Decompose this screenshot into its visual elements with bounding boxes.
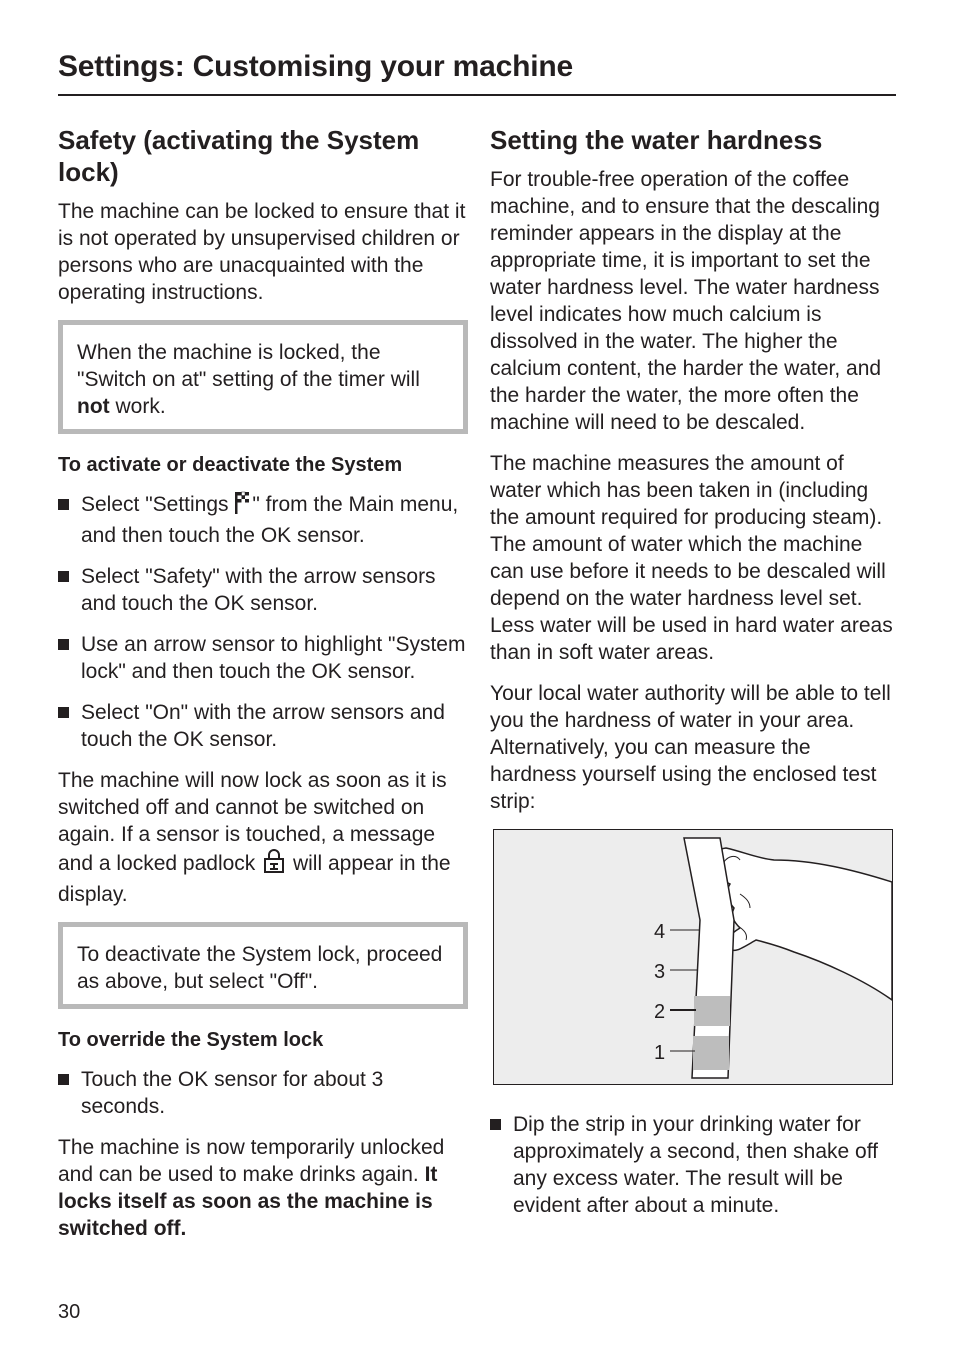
page-number: 30: [58, 1301, 81, 1323]
padlock-icon: [261, 848, 287, 881]
bullet-square-icon: [58, 707, 69, 718]
figure-label-1: 1: [654, 1042, 666, 1064]
bullet-text: Select "Settings: [81, 493, 235, 516]
note-box-timer: [58, 320, 468, 434]
note-bold: not: [77, 395, 110, 418]
intro-paragraph: The machine can be locked to ensure that it is not operated by unsupervised children or persons who are unacquainted with the operating instructions.: [58, 200, 466, 304]
bullet-text-end: " from the Main menu, and then touch the OK sensor.: [81, 493, 459, 547]
subheading-override: To override the System lock: [58, 1029, 324, 1051]
bullet-square-icon: [490, 1119, 501, 1130]
lock-paragraph-text-end: will appear in the display.: [58, 852, 451, 906]
section-heading-safety: Safety (activating the System lock): [58, 125, 420, 187]
bullet-text: Dip the strip in your drinking water for approximately a second, then shake off any excess water. The result will be evident after about a minute.: [513, 1113, 879, 1217]
bullet-text: Use an arrow sensor to highlight "System lock" and then touch the OK sensor.: [81, 633, 466, 683]
paragraph-3: Your local water authority will be able to tell you the hardness of water in your area. Alternatively, you can measure the hardness yourself using the enclosed test strip:: [490, 682, 891, 813]
bullet-square-icon: [58, 499, 69, 510]
bullet-square-icon: [58, 639, 69, 650]
bullet-square-icon: [58, 1074, 69, 1085]
paragraph-2: The machine measures the amount of water which has been taken in (including the amount required for producing steam). The amount of water which the machine can use before it needs to be descaled will depend on the water hardness level set. Less water will be used in hard water areas than in soft water areas.: [490, 452, 893, 664]
list-item: [58, 699, 468, 753]
figure-label-4: 4: [654, 921, 666, 943]
paragraph-1: For trouble-free operation of the coffee machine, and to ensure that the descaling reminder appears in the display at the appropriate time, it is important to set the water hardness level. The water hardness level indicates how much calcium is dissolved in the water. The higher the calcium content, the harder the water, and the harder the water, the more often the machine will need to be descaled.: [490, 168, 882, 434]
list-item: [490, 1111, 900, 1219]
list-item: [58, 631, 468, 685]
list-item: [58, 491, 468, 549]
left-column: [58, 124, 468, 1256]
bullet-square-icon: [58, 571, 69, 582]
figure-label-2: 2: [654, 1001, 666, 1023]
note-text-end: work.: [109, 395, 166, 418]
final-paragraph: [58, 1134, 468, 1242]
lock-paragraph-text: The machine will now lock as soon as it is switched off and cannot be switched on again. If a sensor is touched, a message and a locked padlock: [58, 769, 447, 875]
strip-pad-2: [694, 996, 730, 1026]
hand-shape: [712, 848, 892, 1000]
note-text: When the machine is locked, the "Switch on at" setting of the timer will: [77, 341, 420, 391]
subheading-activate: To activate or deactivate the System: [58, 454, 403, 476]
test-strip-illustration: [493, 829, 893, 1085]
test-strip-drawing: [494, 830, 892, 1084]
page-title: Settings: Customising your machine: [58, 50, 896, 96]
note-box-deactivate: To deactivate the System lock, proceed as above, but select "Off".: [58, 922, 468, 1009]
right-column: [490, 124, 900, 1233]
strip-pad-1: [693, 1036, 729, 1070]
section-heading-water-hardness: Setting the water hardness: [490, 125, 823, 155]
final-paragraph-text: The machine is now temporarily unlocked and can be used to make drinks again.: [58, 1136, 445, 1186]
lock-paragraph: [58, 767, 468, 908]
final-paragraph-bold: It locks itself as soon as the machine is switched off.: [58, 1163, 438, 1240]
settings-flag-icon: [234, 491, 252, 522]
bullet-text: Touch the OK sensor for about 3 seconds.: [81, 1068, 384, 1118]
bullet-text: Select "Safety" with the arrow sensors and touch the OK sensor.: [81, 565, 436, 615]
list-item: [58, 563, 468, 617]
list-item: [58, 1066, 468, 1120]
figure-label-3: 3: [654, 961, 666, 983]
bullet-text: Select "On" with the arrow sensors and touch the OK sensor.: [81, 701, 445, 751]
